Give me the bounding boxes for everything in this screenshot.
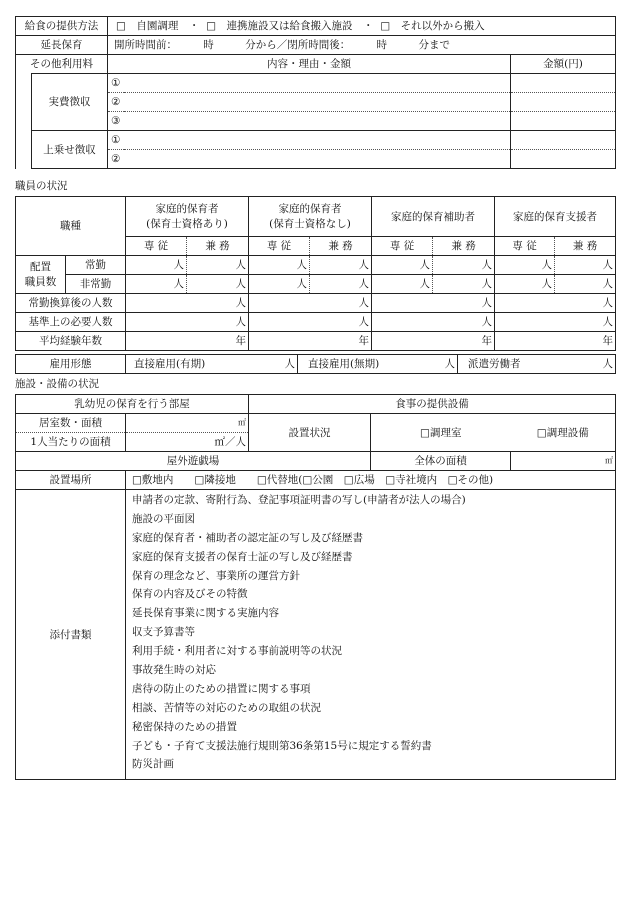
- staff-table: [15, 196, 616, 351]
- parttime-header: 兼 務: [310, 237, 372, 256]
- other-fees-label: その他利用料: [16, 55, 108, 74]
- extended-care-hours[interactable]: 開所時間前： 時 分から／閉所時間後： 時 分まで: [108, 36, 616, 55]
- meal-method-options[interactable]: [108, 17, 616, 36]
- attachments-list: [126, 490, 616, 780]
- service-table: [15, 16, 616, 169]
- attachment-item: 収支予算書等: [132, 626, 195, 639]
- staff-count-cell[interactable]: 人: [126, 256, 187, 275]
- employment-table: [15, 354, 616, 374]
- surcharge-item-2[interactable]: [124, 150, 511, 169]
- parttime-header: 兼 務: [433, 237, 495, 256]
- surcharge-item-1[interactable]: [124, 131, 511, 150]
- per-person-area-cell[interactable]: ㎡／人: [126, 433, 249, 452]
- item-number: ③: [108, 112, 124, 131]
- item-number: ②: [108, 150, 124, 169]
- other-fees-content-header: 内容・理由・金額: [108, 55, 511, 74]
- meal-option-self[interactable]: □ 自園調理 ・: [116, 20, 200, 32]
- kitchen-checkbox[interactable]: □調理室: [371, 414, 511, 452]
- fte-cell[interactable]: 人: [249, 294, 372, 313]
- attachment-item: 申請者の定款、寄附行為、登記事項証明書の写し(申請者が法人の場合): [132, 494, 466, 506]
- attachment-item: 虐待の防止のための措置に関する事項: [132, 682, 311, 695]
- staff-count-cell[interactable]: 人: [310, 275, 372, 294]
- meal-option-other[interactable]: □ それ以外から搬入: [380, 20, 485, 32]
- item-number: ②: [108, 93, 124, 112]
- col-assistant: 家庭的保育補助者: [372, 197, 495, 237]
- fte-cell[interactable]: 人: [495, 294, 616, 313]
- staff-count-cell[interactable]: 人: [310, 256, 372, 275]
- staff-section-title: 職員の状況: [15, 180, 68, 192]
- col-caregiver-unlicensed: 家庭的保育者 (保育士資格なし): [249, 197, 372, 237]
- attachment-item: 相談、苦情等の対応のための取組の状況: [132, 701, 321, 714]
- col-supporter: 家庭的保育支援者: [495, 197, 616, 237]
- attachment-item: 保育の理念など、事業所の運営方針: [132, 569, 300, 582]
- employment-type-label: 雇用形態: [16, 355, 126, 374]
- actual-cost-amount-1[interactable]: [511, 74, 616, 93]
- attachment-item: 施設の平面図: [132, 512, 195, 525]
- fulltime-header: 専 従: [372, 237, 433, 256]
- other-fees-amount-header: 金額(円): [511, 55, 616, 74]
- staff-count-cell[interactable]: 人: [433, 275, 495, 294]
- parttime-row-label: 非常勤: [66, 275, 126, 294]
- staff-count-cell[interactable]: 人: [249, 275, 310, 294]
- staff-count-cell[interactable]: 人: [433, 256, 495, 275]
- staff-count-cell[interactable]: 人: [555, 256, 616, 275]
- fte-label: 常勤換算後の人数: [16, 294, 126, 313]
- fulltime-header: 専 従: [249, 237, 310, 256]
- meal-method-label: 給食の提供方法: [16, 17, 108, 36]
- item-number: ①: [108, 74, 124, 93]
- fulltime-header: 専 従: [126, 237, 187, 256]
- rooms-area-cell[interactable]: ㎡: [126, 414, 249, 433]
- employment-permanent[interactable]: 直接雇用(無期) 人: [298, 355, 458, 374]
- location-label: 設置場所: [16, 471, 126, 490]
- actual-cost-item-3[interactable]: [124, 112, 511, 131]
- childcare-room-header: 乳幼児の保育を行う部屋: [16, 395, 249, 414]
- attachment-item: 家庭的保育者・補助者の認定証の写し及び経歴書: [132, 531, 363, 544]
- col-caregiver-licensed: 家庭的保育者 (保育士資格あり): [126, 197, 249, 237]
- staff-count-cell[interactable]: 人: [187, 275, 249, 294]
- attachment-item: 延長保育事業に関する実施内容: [132, 607, 279, 620]
- attachment-item: 子ども・子育て支援法施行規則第36条第15号に規定する誓約書: [132, 739, 432, 752]
- actual-cost-item-1[interactable]: [124, 74, 511, 93]
- surcharge-amount-1[interactable]: [511, 131, 616, 150]
- total-area-label: 全体の面積: [371, 452, 511, 471]
- attachment-item: 防災計画: [132, 758, 174, 771]
- item-number: ①: [108, 131, 124, 150]
- per-person-area-label: 1人当たりの面積: [16, 433, 126, 452]
- required-count-cell[interactable]: 人: [372, 313, 495, 332]
- actual-cost-item-2[interactable]: [124, 93, 511, 112]
- fulltime-row-label: 常勤: [66, 256, 126, 275]
- attachment-item: 秘密保持のための措置: [132, 720, 237, 733]
- fulltime-header: 専 従: [495, 237, 555, 256]
- employment-fixed-term[interactable]: 直接雇用(有期) 人: [126, 355, 298, 374]
- avg-experience-cell[interactable]: 年: [126, 332, 249, 351]
- staff-count-cell[interactable]: 人: [249, 256, 310, 275]
- extended-care-label: 延長保育: [16, 36, 108, 55]
- rooms-area-label: 居室数・面積: [16, 414, 126, 433]
- actual-cost-amount-2[interactable]: [511, 93, 616, 112]
- facility-table: [15, 394, 616, 780]
- parttime-header: 兼 務: [555, 237, 616, 256]
- meal-option-partner[interactable]: □ 連携施設又は給食搬入施設 ・: [206, 20, 374, 32]
- total-area-cell[interactable]: ㎡: [511, 452, 616, 471]
- required-count-cell[interactable]: 人: [126, 313, 249, 332]
- facility-section-title: 施設・設備の状況: [15, 378, 99, 390]
- avg-experience-cell[interactable]: 年: [495, 332, 616, 351]
- required-count-cell[interactable]: 人: [495, 313, 616, 332]
- avg-experience-cell[interactable]: 年: [372, 332, 495, 351]
- fte-cell[interactable]: 人: [372, 294, 495, 313]
- install-status-label: 設置状況: [249, 414, 371, 452]
- avg-experience-cell[interactable]: 年: [249, 332, 372, 351]
- location-options[interactable]: □敷地内 □隣接地 □代替地(□公園 □広場 □寺社境内 □その他): [126, 471, 616, 490]
- attachment-item: 保育の内容及びその特徴: [132, 588, 248, 601]
- attachment-item: 家庭的保育支援者の保育士証の写し及び経歴書: [132, 550, 353, 563]
- cooking-equipment-checkbox[interactable]: □調理設備: [511, 414, 616, 452]
- placement-staff-label: 配置 職員数: [16, 256, 66, 294]
- staff-count-cell[interactable]: 人: [372, 275, 433, 294]
- fte-cell[interactable]: 人: [126, 294, 249, 313]
- job-type-header: 職種: [16, 197, 126, 256]
- meal-equipment-header: 食事の提供設備: [249, 395, 616, 414]
- staff-count-cell[interactable]: 人: [495, 275, 555, 294]
- surcharge-amount-2[interactable]: [511, 150, 616, 169]
- outdoor-playground-label: 屋外遊戯場: [16, 452, 371, 471]
- attachment-item: 事故発生時の対応: [132, 664, 216, 677]
- required-count-cell[interactable]: 人: [249, 313, 372, 332]
- staff-count-cell[interactable]: 人: [555, 275, 616, 294]
- surcharge-label: 上乗せ徴収: [32, 131, 108, 169]
- actual-cost-label: 実費徴収: [32, 74, 108, 131]
- staff-count-cell[interactable]: 人: [126, 275, 187, 294]
- staff-count-cell[interactable]: 人: [372, 256, 433, 275]
- avg-experience-label: 平均経験年数: [16, 332, 126, 351]
- staff-count-cell[interactable]: 人: [187, 256, 249, 275]
- attachment-item: 利用手続・利用者に対する事前説明等の状況: [132, 645, 342, 658]
- required-count-label: 基準上の必要人数: [16, 313, 126, 332]
- employment-dispatch[interactable]: 派遣労働者 人: [458, 355, 616, 374]
- actual-cost-amount-3[interactable]: [511, 112, 616, 131]
- attachments-label: 添付書類: [16, 490, 126, 780]
- parttime-header: 兼 務: [187, 237, 249, 256]
- staff-count-cell[interactable]: 人: [495, 256, 555, 275]
